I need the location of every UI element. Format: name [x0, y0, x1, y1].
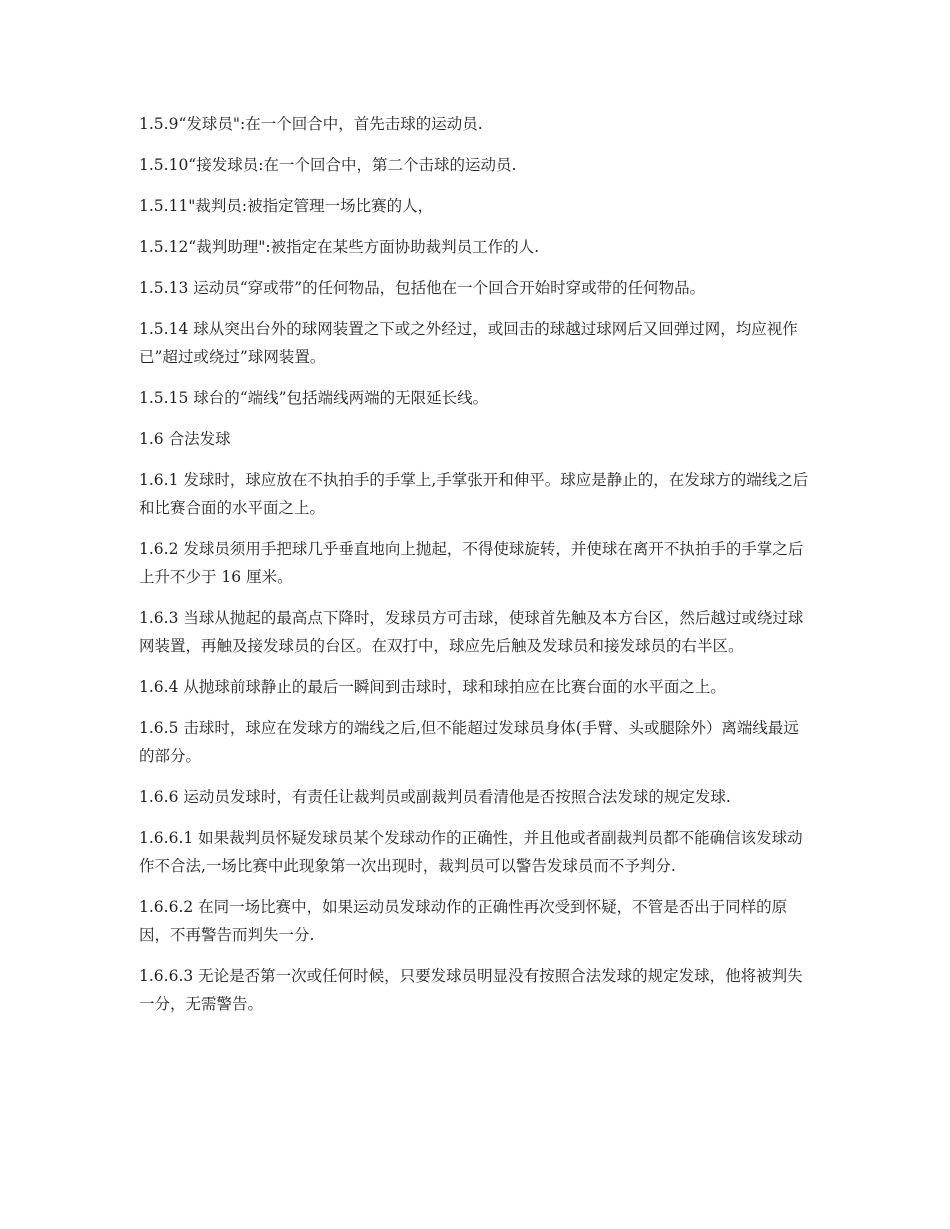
document-body — [139, 110, 811, 1031]
paragraph-1-6-6-2: 1.6.6.2 在同一场比赛中，如果运动员发球动作的正确性再次受到怀疑，不管是否出于同样的原因，不再警告而判失一分. — [139, 898, 788, 944]
paragraph-1-5-10: 1.5.10“接发球员:在一个回合中，第二个击球的运动员. — [139, 156, 517, 174]
section-heading-1-6: 1.6 合法发球 — [139, 430, 231, 448]
paragraph-1-5-15: 1.5.15 球台的“端线”包括端线两端的无限延长线。 — [139, 389, 489, 407]
paragraph-1-6-6: 1.6.6 运动员发球时，有责任让裁判员或副裁判员看清他是否按照合法发球的规定发球. — [139, 788, 731, 806]
paragraph-1-6-6-3: 1.6.6.3 无论是否第一次或任何时候，只要发球员明显没有按照合法发球的规定发球，他将被判失一分，无需警告。 — [139, 967, 803, 1013]
paragraph-1-6-5: 1.6.5 击球时，球应在发球方的端线之后,但不能超过发球员身体(手臂、头或腿除外）离端线最远的部分。 — [139, 719, 799, 765]
paragraph-1-5-13: 1.5.13 运动员“穿或带”的任何物品，包括他在一个回合开始时穿或带的任何物品。 — [139, 279, 706, 297]
paragraph-1-6-2: 1.6.2 发球员须用手把球几乎垂直地向上抛起，不得使球旋转，并使球在离开不执拍手的手掌之后上升不少于 16 厘米。 — [139, 540, 804, 586]
paragraph-1-5-11: 1.5.11"裁判员:被指定管理一场比赛的人， — [139, 197, 434, 215]
paragraph-1-5-12: 1.5.12“裁判助理":被指定在某些方面协助裁判员工作的人. — [139, 238, 540, 256]
paragraph-1-6-1: 1.6.1 发球时，球应放在不执拍手的手掌上,手掌张开和伸平。球应是静止的，在发球方的端线之后和比赛合面的水平面之上。 — [139, 471, 809, 517]
paragraph-1-6-4: 1.6.4 从抛球前球静止的最后一瞬间到击球时，球和球拍应在比赛台面的水平面之上。 — [139, 678, 726, 696]
paragraph-1-6-6-1: 1.6.6.1 如果裁判员怀疑发球员某个发球动作的正确性，并且他或者副裁判员都不能确信该发球动作不合法,一场比赛中此现象第一次出现时，裁判员可以警告发球员而不予判分. — [139, 829, 803, 875]
paragraph-1-5-9: 1.5.9“发球员":在一个回合中，首先击球的运动员. — [139, 115, 483, 133]
paragraph-1-6-3: 1.6.3 当球从抛起的最高点下降时，发球员方可击球，使球首先触及本方台区，然后越过或绕过球网装置，再触及接发球员的台区。在双打中，球应先后触及发球员和接发球员的右半区。 — [139, 609, 804, 655]
paragraph-1-5-14: 1.5.14 球从突出台外的球网装置之下或之外经过，或回击的球越过球网后又回弹过网，均应视作已”超过或绕过”球网装置。 — [139, 320, 798, 366]
